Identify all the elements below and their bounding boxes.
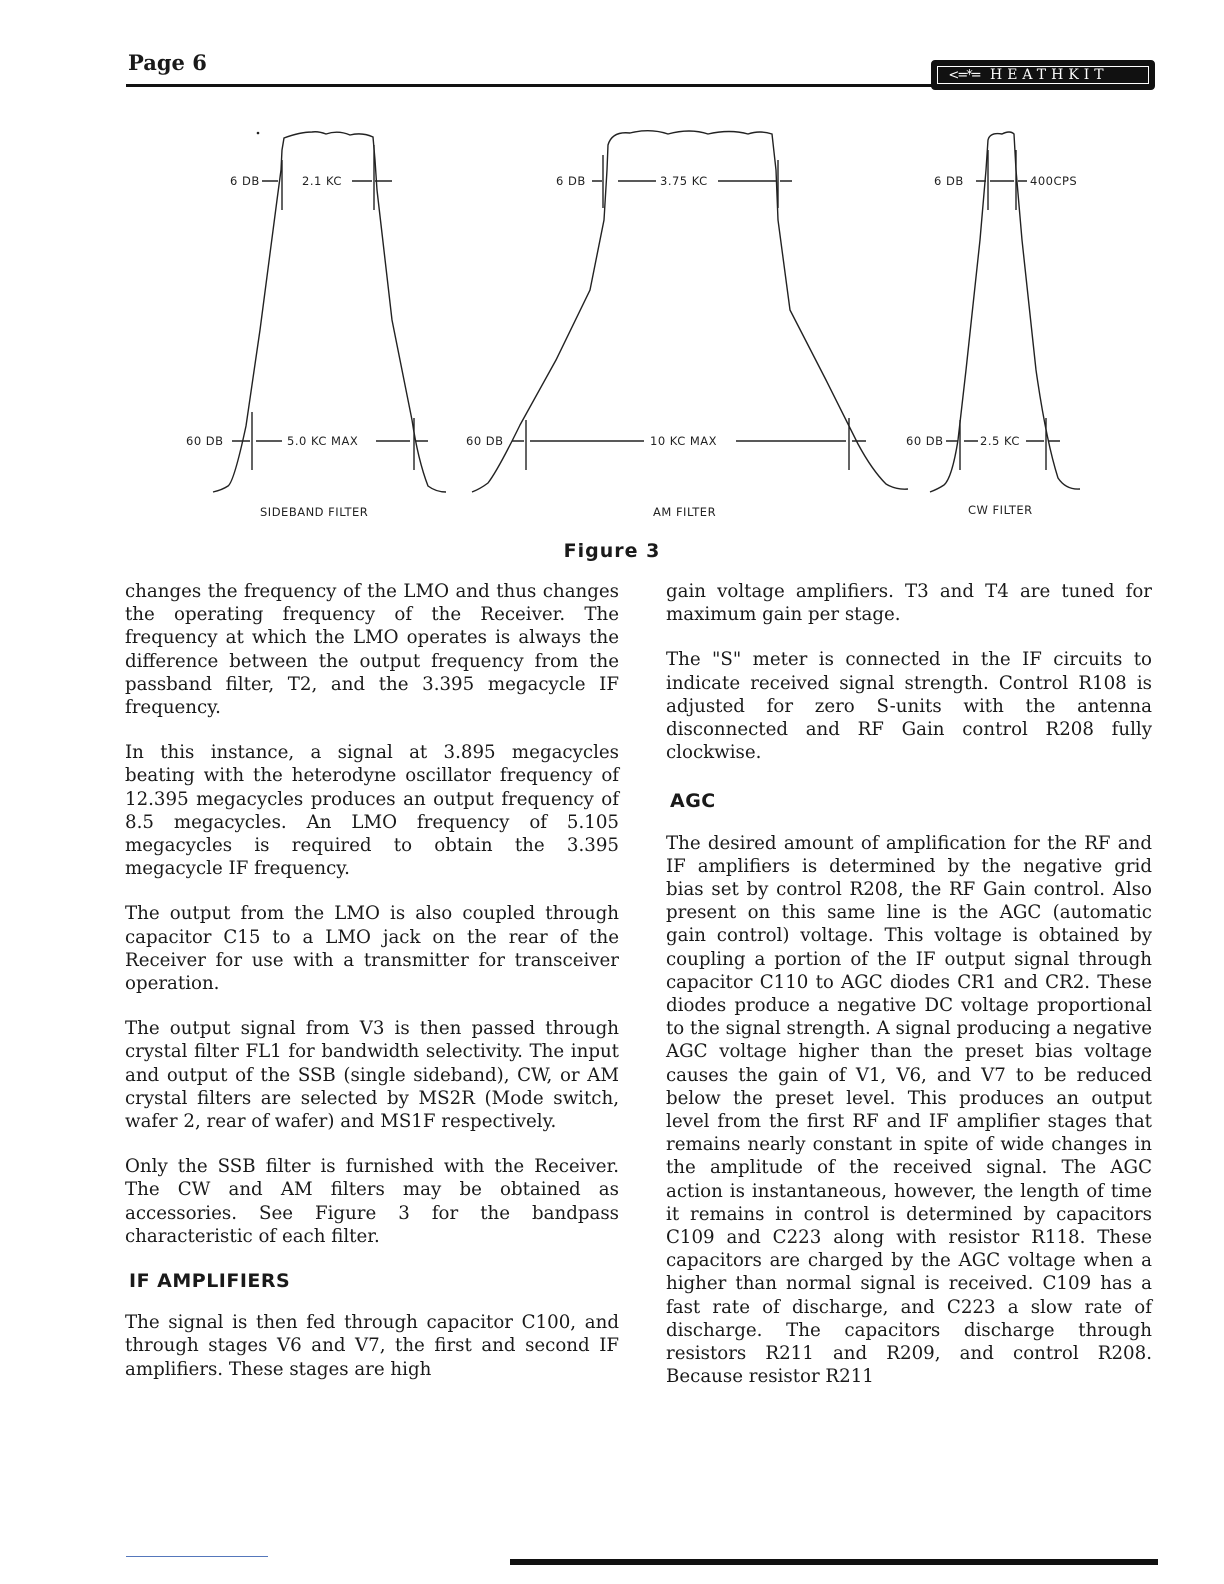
cw-bottom-width-label: 2.5 KC [980, 434, 1020, 448]
section-heading-agc: AGC [670, 790, 716, 813]
heathkit-logo [931, 60, 1155, 90]
am-top-width-label: 3.75 KC [660, 174, 708, 188]
am-filter-markers [526, 155, 849, 470]
right-column [666, 580, 1152, 1411]
footer-rule-left [126, 1556, 268, 1557]
paragraph: The output from the LMO is also coupled through capacitor C15 to a LMO jack on the rear of the Receiver for use with a transmitter for transceiver operation. [125, 903, 619, 995]
paragraph: Only the SSB filter is furnished with the Receiver. The CW and AM filters may be obtained as accessories. See Figure 3 for the bandpass characteristic of each filter. [125, 1156, 619, 1247]
am-bottom-db-label: 60 DB [466, 434, 504, 448]
section-heading-if-amplifiers: IF AMPLIFIERS [129, 1270, 291, 1293]
paragraph: The signal is then fed through capacitor C100, and through stages V6 and V7, the first and second IF amplifiers. These stages are high [125, 1312, 619, 1380]
paragraph: changes the frequency of the LMO and thus changes the operating frequency of the Receiver. The frequency at which the LMO operates is always the difference between the output frequency from the passband filter, T2, and the 3.395 megacycle IF frequency. [125, 581, 619, 719]
paragraph: gain voltage amplifiers. T3 and T4 are tuned for maximum gain per stage. [666, 581, 1152, 626]
brand-name: HEATHKIT [990, 67, 1109, 83]
cw-filter-title: CW FILTER [968, 503, 1033, 517]
page-number: Page 6 [128, 50, 207, 75]
sideband-filter-title: SIDEBAND FILTER [260, 505, 369, 519]
paragraph: The desired amount of amplification for the RF and IF amplifiers is determined by the negative grid bias set by control R208, the RF Gain control. Also present on this same line is the AGC (automatic gain control) voltage. This voltage is obtained by coupling a portion of the IF output signal through capacitor C110 to AGC diodes CR1 and CR2. These diodes produce a negative DC voltage proportional to the signal strength. A signal producing a negative AGC voltage higher than the preset bias voltage causes the gain of V1, V6, and V7 to be reduced below the preset level. This produces an output level from the first RF and IF amplifier stages that remains nearly constant in spite of wide changes in the amplitude of the received signal. The AGC action is instantaneous, however, the length of time it remains in control is determined by capacitors C109 and C223 along with resistor R118. These capacitors are charged by the AGC voltage when a higher than normal signal is received. C109 has a fast rate of discharge, and C223 a slow rate of discharge. The capacitors discharge through resistors R211 and R209, and control R208. Because resistor R211 [666, 832, 1152, 1388]
sideband-filter-markers [252, 145, 414, 470]
paragraph: The "S" meter is connected in the IF circuits to indicate received signal strength. Control R108 is adjusted for zero S-units with the antenna disconnected and RF Gain control R208 fully clockwise. [666, 649, 1152, 764]
sideband-top-db-label: 6 DB [230, 174, 260, 188]
am-top-db-label: 6 DB [556, 174, 586, 188]
sideband-bottom-width-label: 5.0 KC MAX [287, 434, 359, 448]
figure-caption: Figure 3 [563, 540, 661, 562]
header-rule [126, 84, 932, 87]
sideband-bottom-db-label: 60 DB [186, 434, 224, 448]
heathkit-emblem-icon: <=*= [948, 67, 980, 83]
left-column [125, 580, 619, 1403]
paragraph: In this instance, a signal at 3.895 megacycles beating with the heterodyne oscillator frequency of 12.395 megacycles produces an output frequency of 8.5 megacycles. An LMO frequency of 5.105 megacycles is required to obtain the 3.395 megacycle IF frequency. [125, 742, 619, 880]
cw-top-db-label: 6 DB [934, 174, 964, 188]
am-bottom-width-label: 10 KC MAX [650, 434, 718, 448]
paragraph: The output signal from V3 is then passed through crystal filter FL1 for bandwidth selectivity. The input and output of the SSB (single sideband), CW, or AM crystal filters are selected by MS2R (Mode switch, wafer 2, rear of wafer) and MS1F respectively. [125, 1018, 619, 1133]
am-filter-title: AM FILTER [653, 505, 717, 519]
sideband-top-width-label: 2.1 KC [302, 174, 342, 188]
footer-rule-right [510, 1559, 1158, 1565]
cw-bottom-db-label: 60 DB [906, 434, 944, 448]
width-dimension-lines [232, 181, 1060, 441]
cw-top-width-label: 400CPS [1030, 174, 1078, 188]
filter-response-figure [0, 100, 1224, 530]
